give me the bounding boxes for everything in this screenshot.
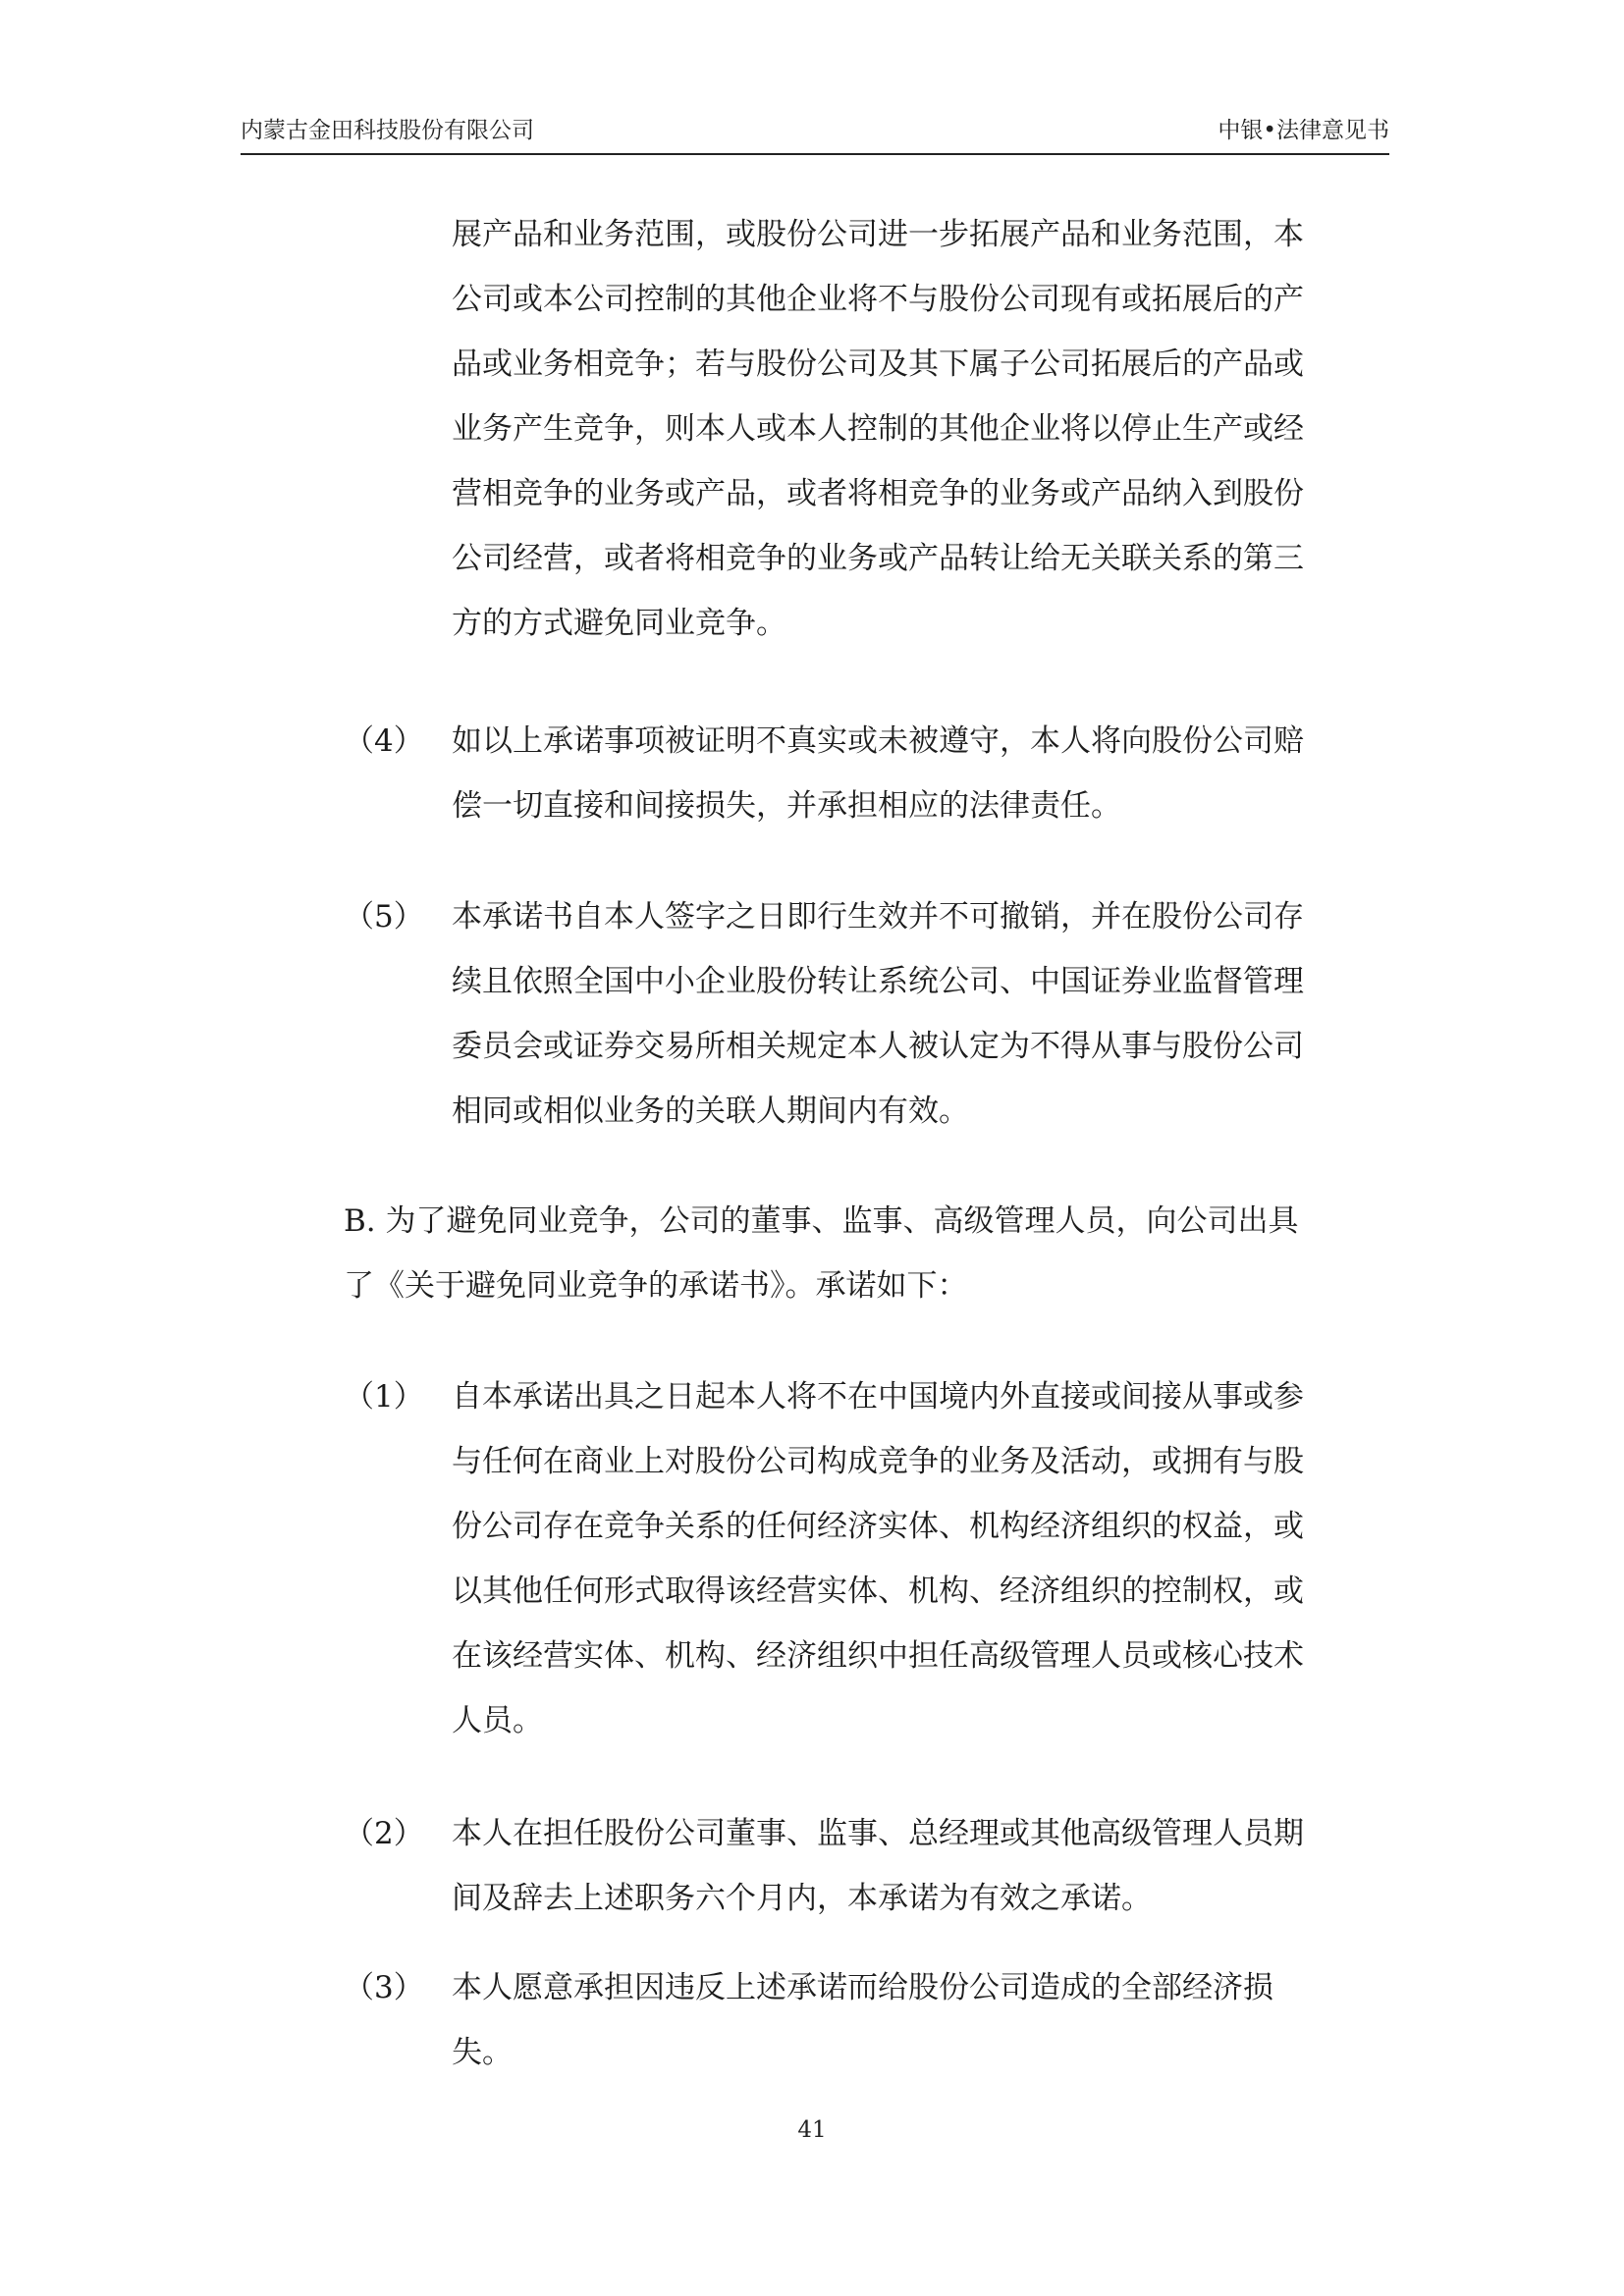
paragraph-line: 委员会或证券交易所相关规定本人被认定为不得从事与股份公司 [452, 1029, 1304, 1064]
item-paragraph [452, 709, 1304, 838]
paragraph-line: 本人在担任股份公司董事、监事、总经理或其他高级管理人员期 [452, 1816, 1304, 1851]
page-header [241, 108, 1389, 155]
item-number: （2） [344, 1816, 424, 1851]
paragraph-line: 本人愿意承担因违反上述承诺而给股份公司造成的全部经济损 [452, 1970, 1273, 2005]
paragraph-line: 品或业务相竞争；若与股份公司及其下属子公司拓展后的产品或 [452, 347, 1304, 382]
item-number: （3） [344, 1970, 424, 2005]
paragraph-line: 人员。 [452, 1703, 543, 1738]
paragraph-line: 公司经营，或者将相竞争的业务或产品转让给无关联关系的第三 [452, 541, 1304, 576]
paragraph-line: 偿一切直接和间接损失，并承担相应的法律责任。 [452, 788, 1121, 824]
item-number: （5） [344, 899, 424, 934]
paragraph-line: 营相竞争的业务或产品，或者将相竞争的业务或产品纳入到股份 [452, 476, 1304, 511]
paragraph-line: 业务产生竞争，则本人或本人控制的其他企业将以停止生产或经 [452, 411, 1304, 447]
paragraph-line: 公司或本公司控制的其他企业将不与股份公司现有或拓展后的产 [452, 282, 1304, 317]
paragraph-line: 与任何在商业上对股份公司构成竞争的业务及活动，或拥有与股 [452, 1444, 1304, 1479]
section-b-paragraph [344, 1189, 1299, 1318]
paragraph-line: 相同或相似业务的关联人期间内有效。 [452, 1094, 969, 1129]
page-number: 41 [797, 2117, 827, 2143]
header-company-name: 内蒙古金田科技股份有限公司 [241, 118, 534, 143]
paragraph-line: 如以上承诺事项被证明不真实或未被遵守，本人将向股份公司赔 [452, 723, 1304, 759]
item-paragraph [452, 1955, 1273, 2085]
header-document-title: 中银•法律意见书 [1218, 118, 1389, 143]
paragraph-line: 自本承诺出具之日起本人将不在中国境内外直接或间接从事或参 [452, 1379, 1304, 1415]
item-number: （1） [344, 1379, 424, 1415]
paragraph-line: 份公司存在竞争关系的任何经济实体、机构经济组织的权益，或 [452, 1509, 1304, 1544]
item-paragraph [452, 1364, 1304, 1753]
item-number: （4） [344, 723, 424, 759]
paragraph-line: 失。 [452, 2035, 513, 2070]
paragraph-line: 了《关于避免同业竞争的承诺书》。承诺如下： [344, 1268, 968, 1304]
item-paragraph [452, 1801, 1304, 1931]
paragraph-line: 方的方式避免同业竞争。 [452, 606, 786, 641]
paragraph-line: 展产品和业务范围，或股份公司进一步拓展产品和业务范围，本 [452, 217, 1304, 252]
paragraph-line: 续且依照全国中小企业股份转让系统公司、中国证券业监督管理 [452, 964, 1304, 999]
item-paragraph [452, 884, 1304, 1144]
paragraph-line: B. 为了避免同业竞争，公司的董事、监事、高级管理人员，向公司出具 [344, 1203, 1299, 1239]
paragraph-line: 本承诺书自本人签字之日即行生效并不可撤销，并在股份公司存 [452, 899, 1304, 934]
paragraph-line: 在该经营实体、机构、经济组织中担任高级管理人员或核心技术 [452, 1638, 1304, 1674]
paragraph-line: 以其他任何形式取得该经营实体、机构、经济组织的控制权，或 [452, 1574, 1304, 1609]
continuation-paragraph [452, 202, 1304, 656]
paragraph-line: 间及辞去上述职务六个月内，本承诺为有效之承诺。 [452, 1881, 1152, 1916]
